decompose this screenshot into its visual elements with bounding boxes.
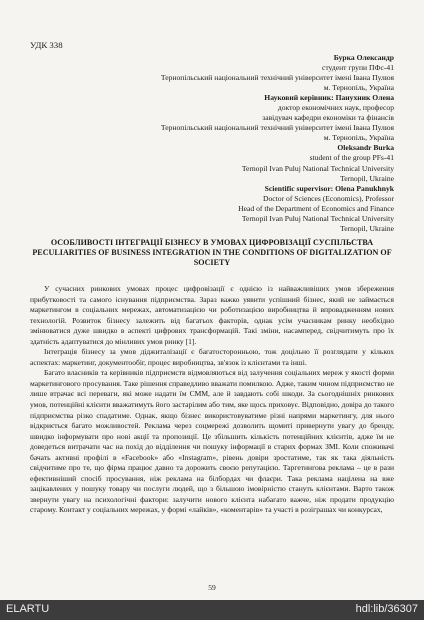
body-paragraph: У сучасних ринкових умовах процес цифровізації є однією із найважливіших умов збереження прибутковості та самого існування підприємства. Зараз важко уявити успішний бізнес, який не займається маркетингом в соціальних мережах, автоматизацією чи роботизацією виробництва й впровадженням нових технологій. Розвиток бізнесу залежить від багатьох факторів, однак усім учасникам ринку необхідно змінюватися дуже швидко в аспекті цифрових трансформацій. Такі зміни, насамперед, свідчитимуть про їх здатність адаптуватися до мінливих умов ринку [1]. [30, 284, 394, 346]
handle-link[interactable]: hdl:lib/36307 [355, 603, 418, 615]
author-line: Oleksandr Burka [337, 143, 394, 153]
article-body [30, 284, 394, 516]
author-line: Ternopil Ivan Puluj National Technical University [241, 213, 394, 223]
article-titles [30, 238, 394, 268]
author-line: Тернопільський національний технічний університет імені Івана Пулюя [160, 73, 394, 83]
author-block [30, 53, 394, 234]
author-line: Тернопільський національний технічний університет імені Івана Пулюя [160, 123, 394, 133]
author-line: Науковий керівник: Панухник Олена [264, 93, 394, 103]
author-line: Ternopil, Ukraine [340, 223, 394, 233]
repository-footer [0, 600, 424, 620]
page-number: 59 [208, 583, 216, 592]
author-line: м. Тернопіль, Україна [323, 133, 394, 143]
body-paragraph: Інтеграція бізнесу за умов діджиталізації є багатосторонньою, тож доцільно її розглядати у кількох аспектах: маркетинг, документообіг, процес виробництва, зв'язок із клієнтами та інші. [30, 347, 394, 367]
author-line: завідувач кафедри економіки та фінансів [262, 113, 394, 123]
author-line: м. Тернопіль, Україна [323, 83, 394, 93]
author-line: доктор економічних наук, професор [277, 103, 394, 113]
title-english: PECULIARITIES OF BUSINESS INTEGRATION IN THE CONDITIONS OF DIGITALIZATION OF SOCIETY [32, 247, 392, 267]
author-line: студент групи ПФс-41 [321, 63, 394, 73]
author-line: Ternopil Ivan Puluj National Technical University [241, 163, 394, 173]
udk-code: УДК 338 [30, 40, 63, 50]
author-line: Бурка Олександр [333, 53, 394, 62]
author-line: student of the group PFs-41 [309, 153, 394, 163]
body-paragraph: Багато власників та керівників підприємств відмовляються від залучення соціальних мереж у якості форми маркетингового просування. Таке рішення справедливо вважати помилкою. Адже, таким чином підприємство не лише втрачає всі переваги, які може надати їм СММ, але й завдають собі шкоди. За сьогоднішніх ринкових умов, потенційні клієнти вважатимуть його застарілим або тим, яке щось приховує. Відповідно, довіра до такого підприємства різко спадатиме. Однак, якщо бізнес використовуватиме різні напрями маркетингу, для нього відкриється багато можливостей. Реклама через соцмережі дозволить щомиті привернути увагу до бренду, швидко інформувати про нові акції та пропозиції. Це збільшить кількість потенційних клієнтів, адже їм не доведеться витрачати час на похід до відділення чи пошуку інформації в старих формах ЗМІ. Коли споживачі бачать активні профілі в «Facebook» або «Instagram», рівень довіри зростатиме, так як така діяльність свідчитиме про те, що фірма працює давно та дорожить своєю репутацією. Таргетингова реклама – це в рази ефективніший спосіб просування, ніж реклама на білбордах чи флаєри. Така реклама націлена на вже зацікавлених у пошуку товару чи послуги людей, що з більшою імовірністю стануть клієнтами. Варто також звернути увагу на психологічні фактори: залучити нового клієнта набагато важче, ніж продати продукцію старому. Контакт у соціальних мережах, у формі «лайків», «коментарів» та участі в розіграшах чи конкурсах, [30, 368, 394, 515]
author-line: Head of the Department of Economics and Finance [238, 203, 394, 213]
author-line: Ternopil, Ukraine [340, 173, 394, 183]
author-line: Scientific supervisor: Olena Panukhnyk [264, 183, 394, 193]
repository-name: ELARTU [6, 603, 50, 615]
title-ukrainian: ОСОБЛИВОСТІ ІНТЕГРАЦІЇ БІЗНЕСУ В УМОВАХ ЦИФРОВІЗАЦІЇ СУСПІЛЬСТВА [50, 238, 374, 247]
author-line: Doctor of Sciences (Economics), Professor [263, 193, 394, 203]
